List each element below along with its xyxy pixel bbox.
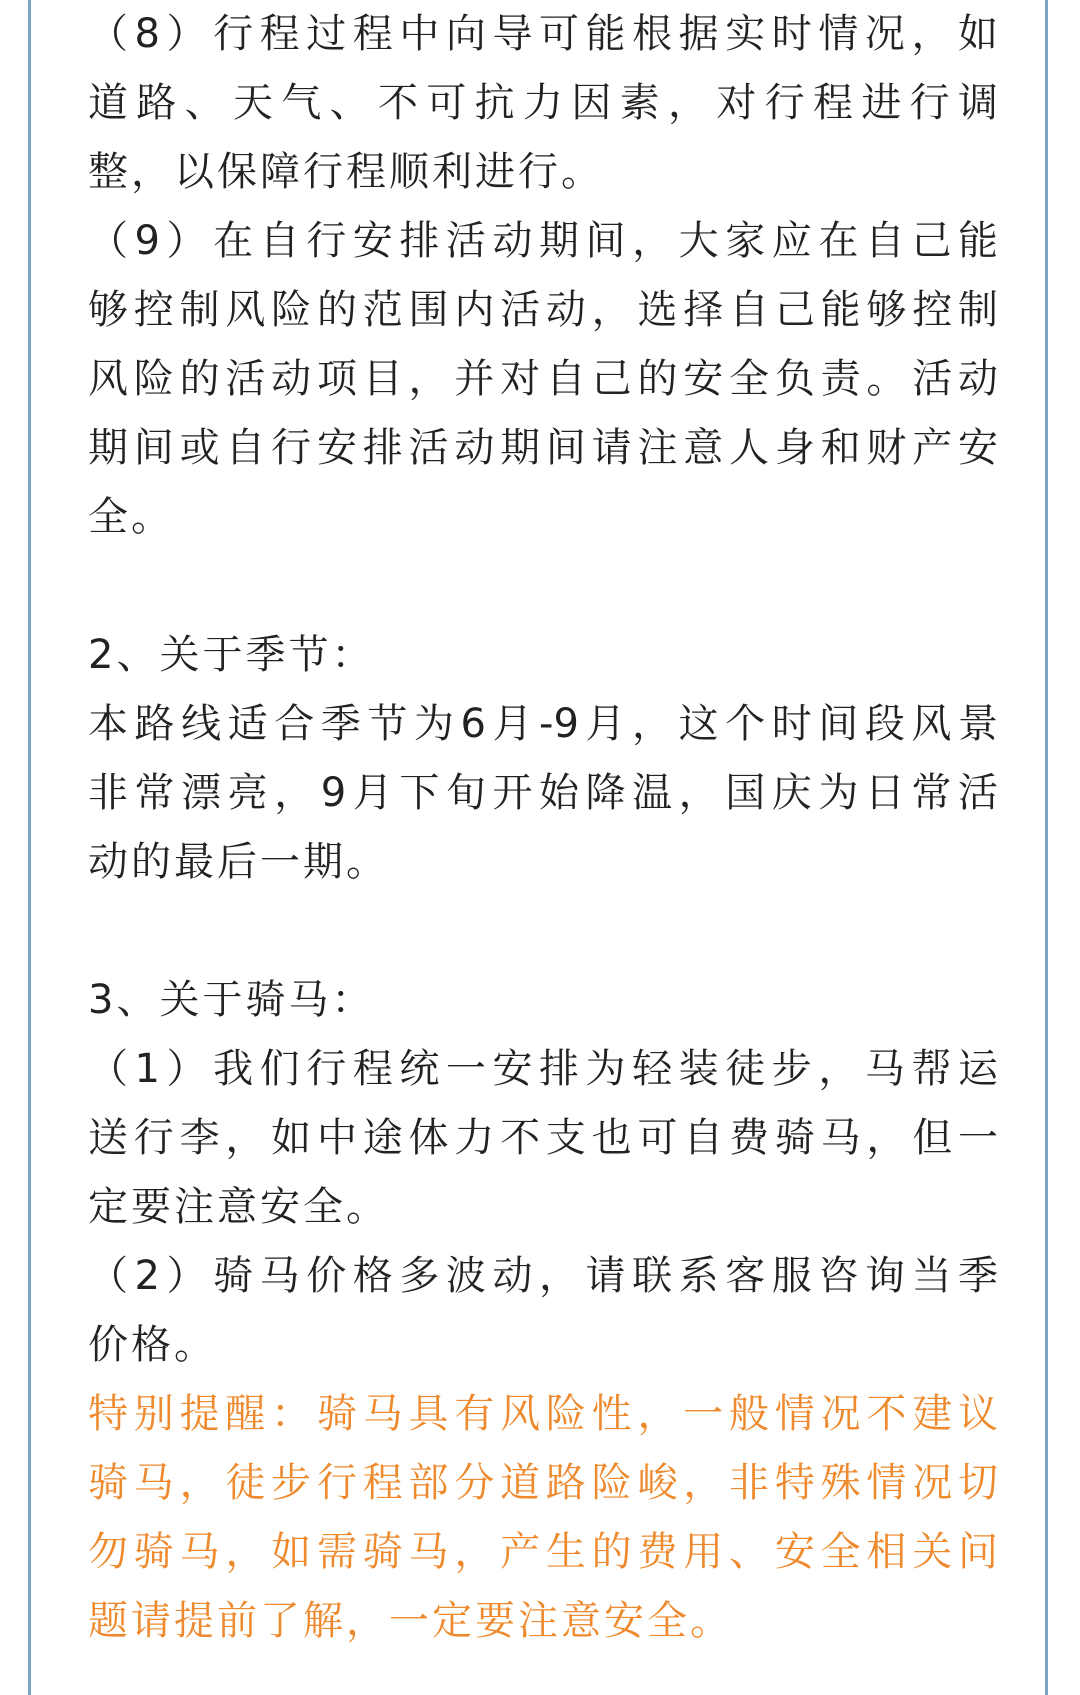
warning-line: 骑马，徒步行程部分道路险峻，非特殊情况切 <box>88 1460 998 1506</box>
section-heading: 3、关于骑马： <box>88 977 375 1023</box>
text-line: 全。 <box>88 494 174 540</box>
text-line: 整，以保障行程顺利进行。 <box>88 149 604 195</box>
text-line: 道路、天气、不可抗力因素，对行程进行调 <box>88 80 998 126</box>
text-line: （9）在自行安排活动期间，大家应在自己能 <box>88 218 998 264</box>
text-line: 风险的活动项目，并对自己的安全负责。活动 <box>88 356 998 402</box>
warning-line: 勿骑马，如需骑马，产生的费用、安全相关问 <box>88 1529 998 1575</box>
spacer <box>88 552 998 621</box>
text-line: 本路线适合季节为6月-9月，这个时间段风景 <box>88 701 998 747</box>
text-line: 定要注意安全。 <box>88 1184 389 1230</box>
text-line: （8）行程过程中向导可能根据实时情况，如 <box>88 11 998 57</box>
item-9 <box>88 207 998 552</box>
text-line: 送行李，如中途体力不支也可自费骑马，但一 <box>88 1115 998 1161</box>
text-line: 价格。 <box>88 1322 217 1368</box>
section-heading: 2、关于季节： <box>88 632 375 678</box>
spacer <box>88 897 998 966</box>
text-line: （2）骑马价格多波动，请联系客服咨询当季 <box>88 1253 998 1299</box>
article-body <box>88 0 998 1656</box>
special-reminder <box>88 1380 998 1656</box>
item-8 <box>88 0 998 207</box>
warning-line: 题请提前了解，一定要注意安全。 <box>88 1598 733 1644</box>
text-line: （1）我们行程统一安排为轻装徒步，马帮运 <box>88 1046 998 1092</box>
text-line: 期间或自行安排活动期间请注意人身和财产安 <box>88 425 998 471</box>
season-section <box>88 621 998 897</box>
text-line: 够控制风险的范围内活动，选择自己能够控制 <box>88 287 998 333</box>
warning-line: 特别提醒：骑马具有风险性，一般情况不建议 <box>88 1391 998 1437</box>
text-line: 动的最后一期。 <box>88 839 389 885</box>
text-line: 非常漂亮，9月下旬开始降温，国庆为日常活 <box>88 770 998 816</box>
horse-section <box>88 966 998 1656</box>
